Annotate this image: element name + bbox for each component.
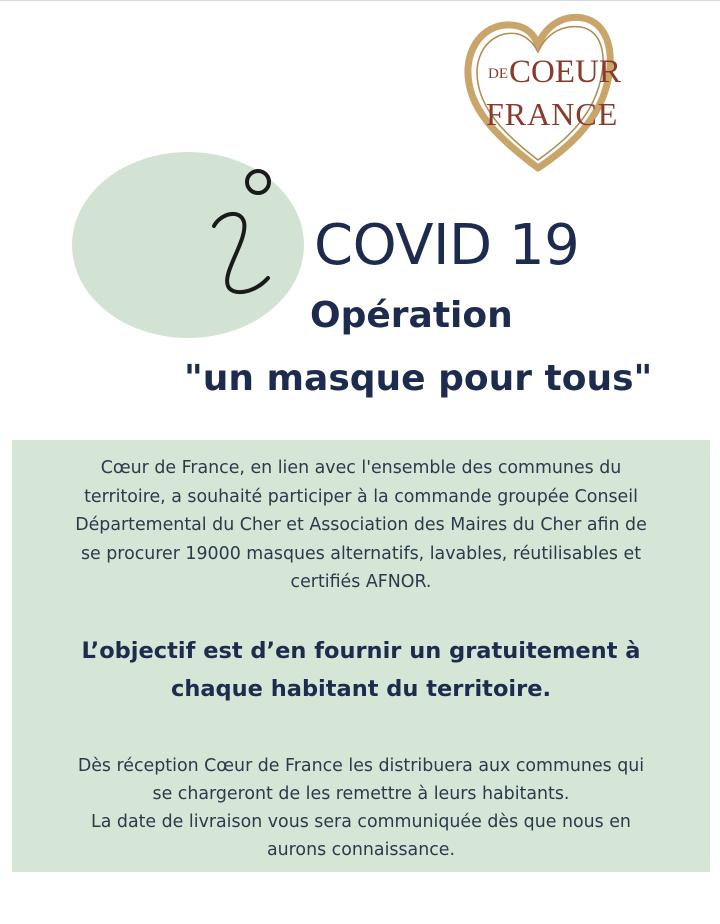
delivery-line: Dès réception Cœur de France les distribuera aux communes qui [77,756,645,776]
intro-line: Cœur de France, en lien avec l'ensemble des communes du [100,458,622,478]
coeur-de-france-logo [458,8,621,180]
delivery-line: aurons connaissance. [266,840,456,860]
intro-paragraph [12,454,710,597]
logo-coeur-text [488,56,621,89]
info-icon [72,152,304,338]
page-title: COVID 19 [314,213,580,278]
logo-word-coeur: COEUR [509,54,621,90]
logo-prefix: DE [488,66,508,82]
heart-outline-icon [458,8,618,180]
operation-subtitle: Opération [310,295,513,336]
objective-paragraph [12,632,710,708]
intro-line: territoire, a souhaité participer à la commande groupée Conseil [84,486,638,507]
objective-line: chaque habitant du territoire. [170,676,552,702]
info-box [12,440,710,872]
logo-word-france: FRANCE [486,96,619,132]
delivery-line: La date de livraison vous sera communiquée dès que nous en [91,812,631,832]
top-divider [0,0,720,1]
delivery-paragraph [12,752,710,864]
delivery-line: se chargeront de les remettre à leurs habitants. [152,784,570,804]
intro-line: Départemental du Cher et Association des Maires du Cher afin de [75,515,647,535]
intro-line: se procurer 19000 masques alternatifs, lavables, réutilisables et [80,543,642,564]
objective-line: L’objectif est d’en fournir un gratuitement à [81,638,641,664]
info-circle [72,152,304,338]
slogan-title: "un masque pour tous" [184,358,653,399]
intro-line: certifiés AFNOR. [290,572,432,592]
